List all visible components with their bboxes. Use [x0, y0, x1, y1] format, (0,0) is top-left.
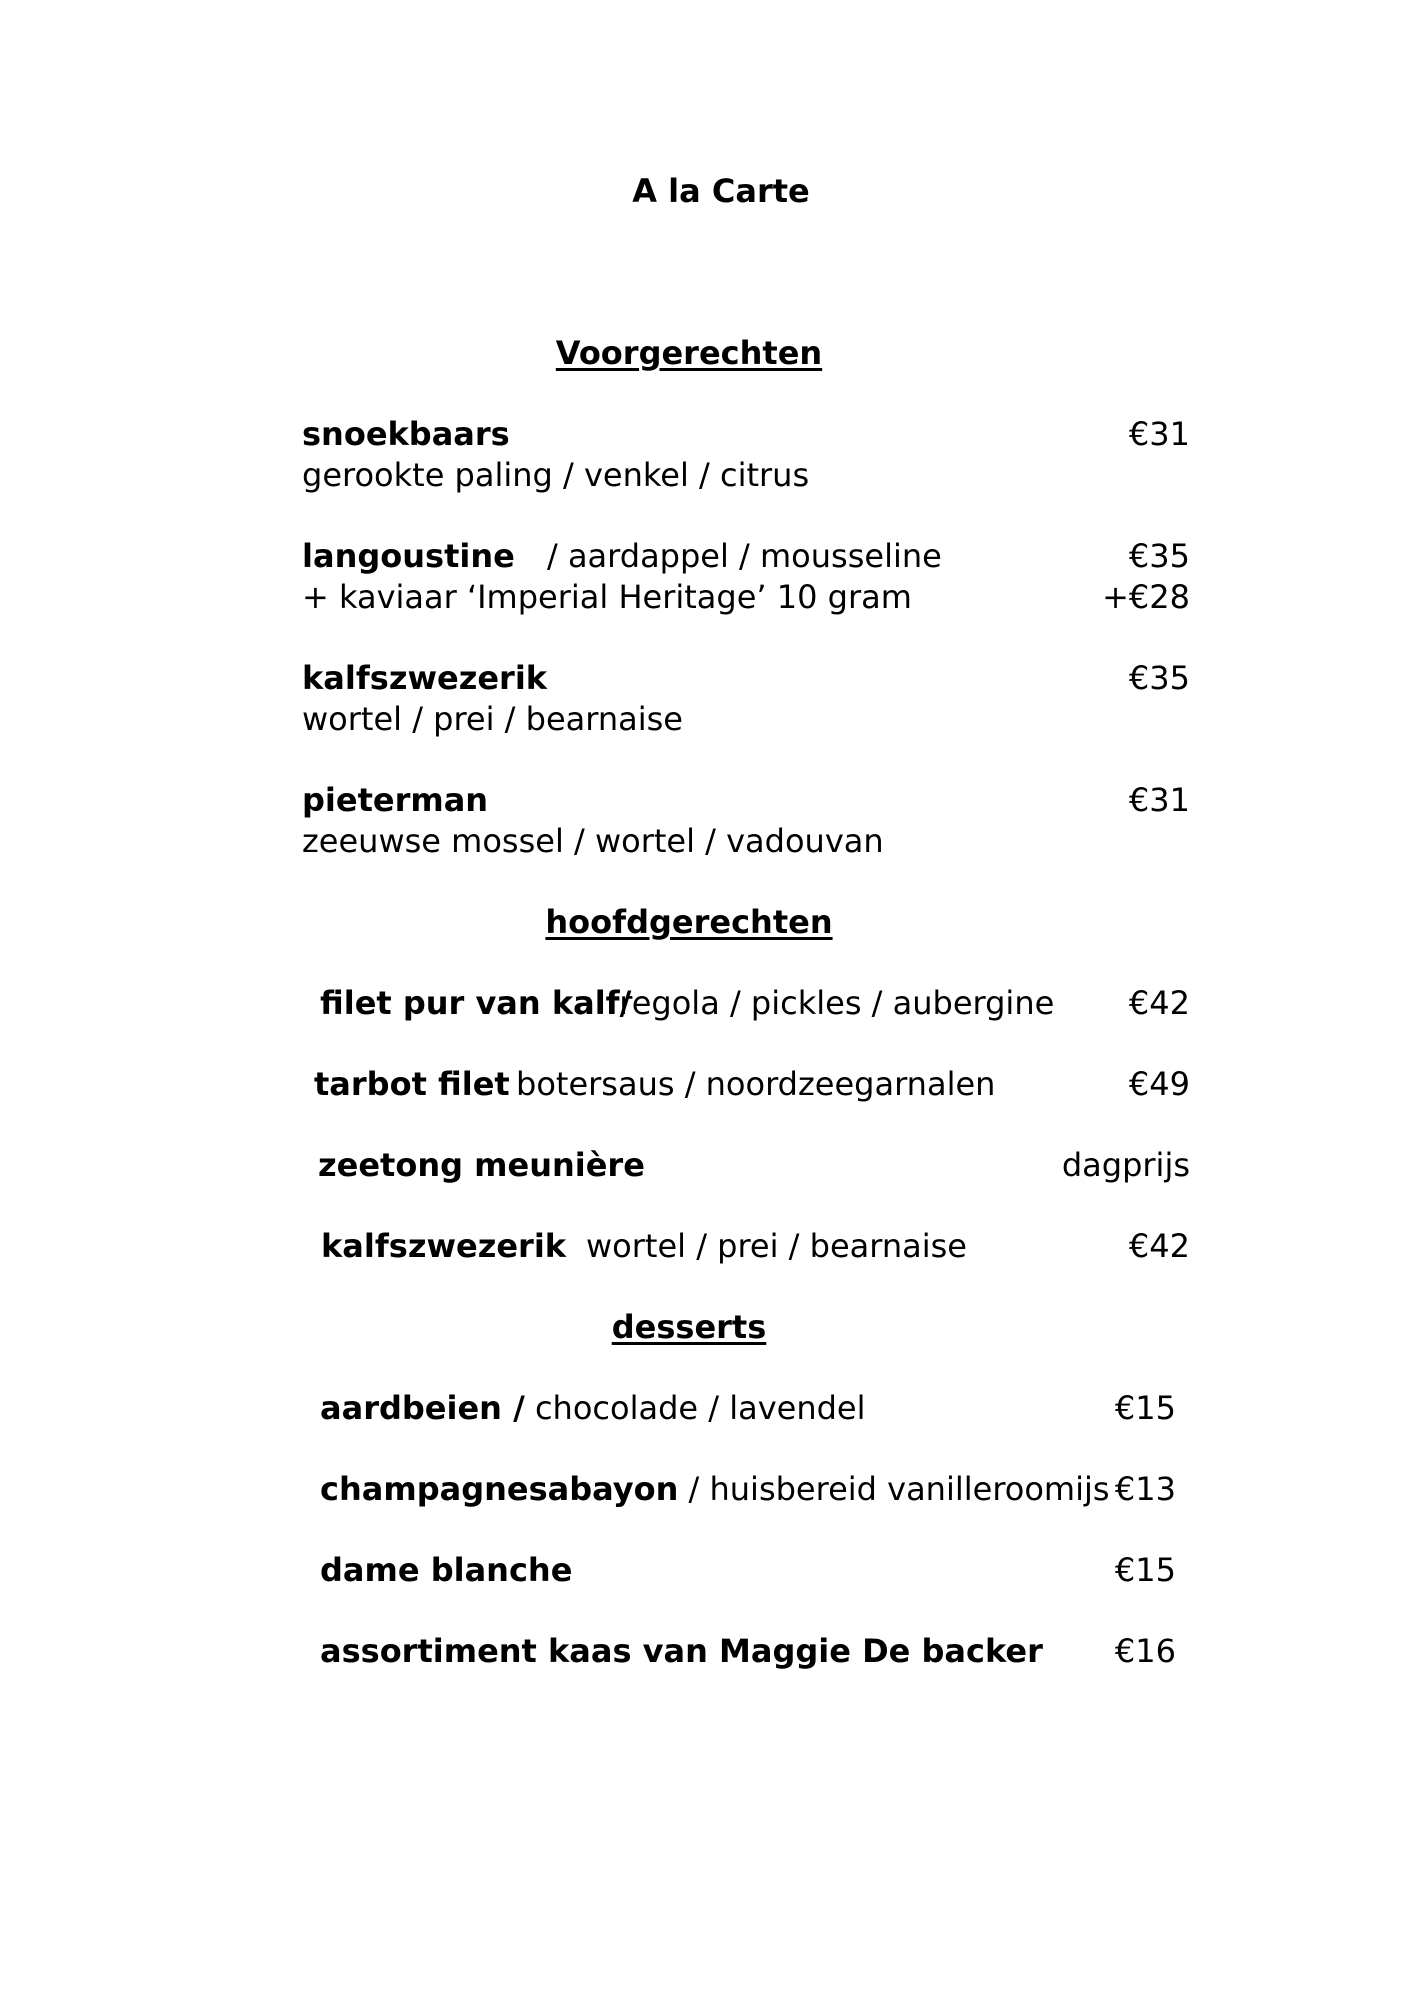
starter-description: / aardappel / mousseline [536, 537, 942, 575]
starter-price: €35 [1128, 659, 1190, 697]
starter-name: langoustine [302, 537, 515, 575]
starter-name: kalfszwezerik [302, 659, 548, 697]
starter-name: pieterman [302, 781, 489, 819]
starter-price: €35 [1128, 537, 1190, 575]
dessert-description: chocolade / lavendel [524, 1389, 866, 1427]
starter-description: gerookte paling / venkel / citrus [302, 456, 810, 494]
section-heading-desserts: desserts [611, 1308, 767, 1346]
main-description: wortel / prei / bearnaise [586, 1227, 967, 1265]
starter-line [302, 536, 942, 576]
dessert-name: dame blanche [320, 1551, 573, 1589]
starter-description: zeeuwse mossel / wortel / vadouvan [302, 822, 884, 860]
starter-price: €31 [1128, 415, 1190, 453]
main-name: zeetong meunière [318, 1146, 645, 1184]
main-price: €49 [1128, 1065, 1190, 1103]
starter-description: wortel / prei / bearnaise [302, 700, 683, 738]
section-heading-mains: hoofdgerechten [545, 903, 833, 941]
dessert-description: / huisbereid vanilleroomijs [678, 1470, 1110, 1508]
main-description: fregola / pickles / aubergine [608, 984, 1055, 1022]
page-title: A la Carte [632, 172, 810, 210]
main-price: €42 [1128, 984, 1190, 1022]
dessert-price: €16 [1114, 1632, 1176, 1670]
section-heading-starters: Voorgerechten [555, 334, 823, 372]
starter-extra: + kaviaar ‘Imperial Heritage’ 10 gram [302, 578, 912, 616]
main-name: filet pur van kalf/ [320, 984, 632, 1022]
dessert-name: aardbeien / [320, 1389, 525, 1427]
dessert-line [320, 1469, 1110, 1509]
main-name: tarbot filet [314, 1065, 510, 1103]
main-name: kalfszwezerik [321, 1227, 567, 1265]
dessert-price: €15 [1114, 1551, 1176, 1589]
dessert-name: champagnesabayon [320, 1470, 679, 1508]
dessert-price: €13 [1114, 1470, 1176, 1508]
dessert-line [320, 1388, 865, 1428]
main-description: botersaus / noordzeegarnalen [516, 1065, 996, 1103]
dessert-name: assortiment kaas van Maggie De backer [320, 1632, 1043, 1670]
starter-name: snoekbaars [302, 415, 510, 453]
starter-price: €31 [1128, 781, 1190, 819]
main-price: dagprijs [1061, 1146, 1190, 1184]
starter-extra-price: +€28 [1102, 578, 1190, 616]
dessert-price: €15 [1114, 1389, 1176, 1427]
main-price: €42 [1128, 1227, 1190, 1265]
